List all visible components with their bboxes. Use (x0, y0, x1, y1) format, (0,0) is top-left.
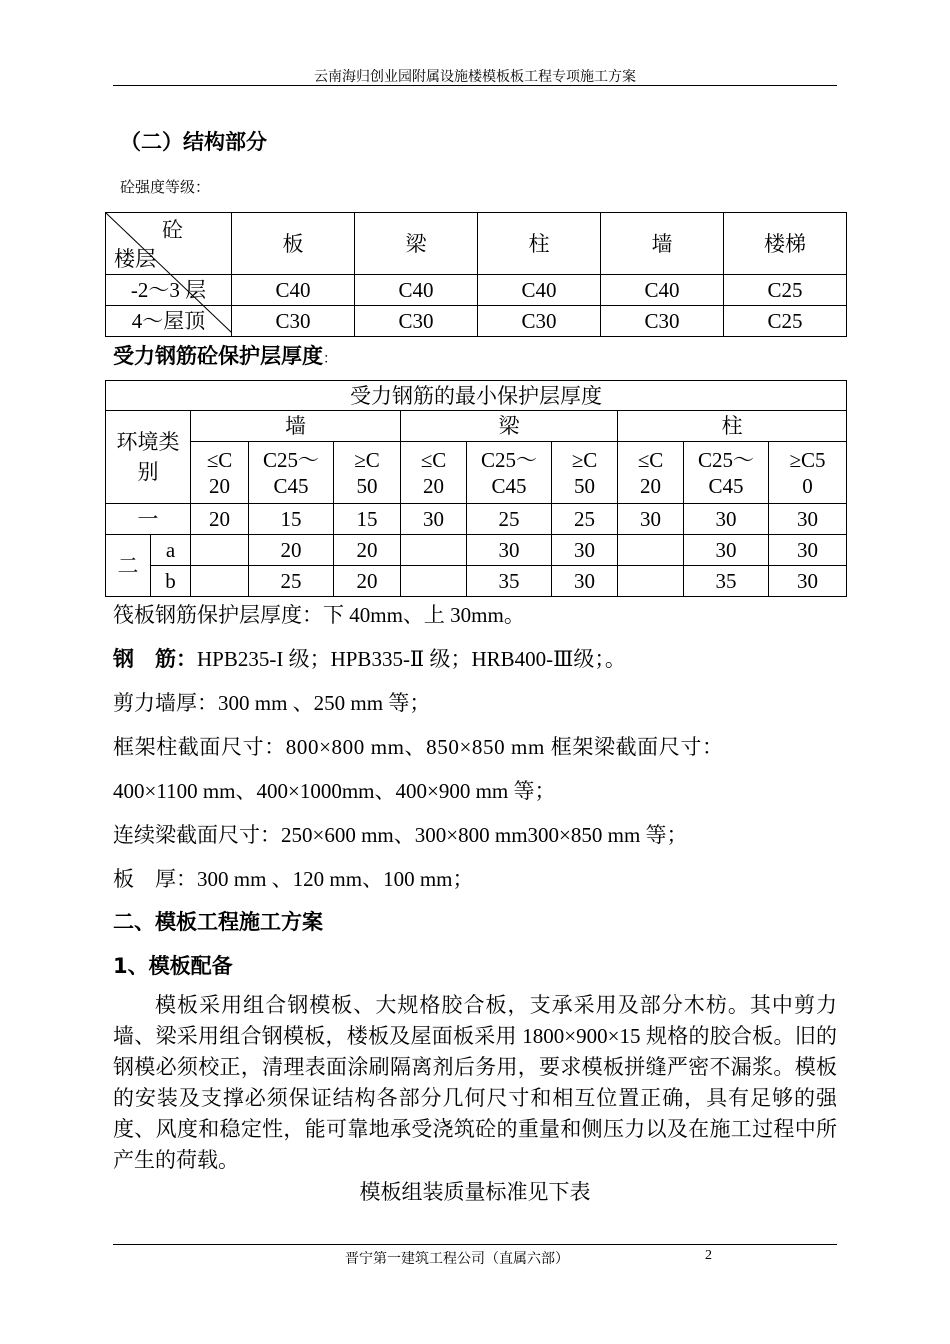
group-header-beam: 梁 (401, 411, 618, 442)
concrete-grade-table (105, 212, 847, 337)
value-cell: 25 (467, 504, 552, 535)
header-rule (113, 85, 837, 86)
grade-cell: C30 (601, 306, 724, 337)
table-row (106, 504, 847, 535)
cover-heading-text: 受力钢筋砼保护层厚度 (113, 344, 323, 368)
part2-subheading: 1、模板配备 (113, 954, 233, 978)
raft-cover-line: 筏板钢筋保护层厚度：下 40mm、上 30mm。 (113, 603, 525, 627)
table-row (106, 566, 847, 597)
grade-cell: C40 (232, 275, 355, 306)
env-class-cell: 一 (106, 504, 191, 535)
continuous-beam-line: 连续梁截面尺寸：250×600 mm、300×800 mm300×850 mm 等； (113, 823, 688, 847)
cover-thickness-table (105, 380, 847, 597)
cover-table-title: 受力钢筋的最小保护层厚度 (106, 381, 847, 411)
cover-heading-suffix: ： (323, 352, 337, 367)
column-header: 楼梯 (724, 213, 847, 275)
concrete-grade-label: 砼强度等级： (120, 180, 211, 196)
value-cell: 20 (334, 566, 401, 597)
grade-cell: C30 (355, 306, 478, 337)
value-cell (401, 566, 467, 597)
env-subclass-cell: b (151, 566, 191, 597)
group-header-column: 柱 (618, 411, 847, 442)
grade-cell: C30 (478, 306, 601, 337)
rebar-label: 钢 筋： (113, 647, 197, 671)
grade-subheader: ≤C 20 (618, 442, 684, 504)
value-cell: 30 (401, 504, 467, 535)
grade-subheader: ≥C 50 (552, 442, 618, 504)
section-heading: （二）结构部分 (120, 130, 267, 154)
formwork-paragraph: 模板采用组合钢模板、大规格胶合板，支承采用及部分木枋。其中剪力墙、梁采用组合钢模板，楼板及屋面板采用 1800×900×15 规格的胶合板。旧的钢模必须校正，清理表面涂刷隔离剂后务用，要求模板拼缝严密不漏浆。模板的安装及支撑必须保证结构各部分几何尺寸和相互位置正确，具有足够的强度、风度和稳定性，能可靠地承受浇筑砼的重量和侧压力以及在施工过程中所产生的荷载。 (113, 993, 837, 1172)
grade-subheader: C25～ C45 (467, 442, 552, 504)
table-row (106, 535, 847, 566)
value-cell: 20 (249, 535, 334, 566)
part2-heading: 二、模板工程施工方案 (113, 910, 323, 934)
slab-thickness-line: 板 厚：300 mm 、120 mm、100 mm； (113, 867, 474, 891)
shear-wall-line: 剪力墙厚：300 mm 、250 mm 等； (113, 691, 431, 715)
value-cell: 25 (552, 504, 618, 535)
grade-subheader: C25～ C45 (684, 442, 769, 504)
grade-cell: C40 (355, 275, 478, 306)
env-class-cell: 二 (106, 535, 151, 597)
grade-cell: C25 (724, 306, 847, 337)
grade-subheader: ≥C 50 (334, 442, 401, 504)
diag-top-label: 砼 (162, 218, 183, 242)
column-header: 柱 (478, 213, 601, 275)
grade-cell: C30 (232, 306, 355, 337)
grade-cell: C25 (724, 275, 847, 306)
column-header: 梁 (355, 213, 478, 275)
value-cell: 35 (467, 566, 552, 597)
env-subclass-cell: a (151, 535, 191, 566)
grade-cell: C40 (601, 275, 724, 306)
rebar-line (113, 643, 626, 673)
grade-subheader: ≤C 20 (191, 442, 249, 504)
value-cell: 30 (552, 566, 618, 597)
value-cell: 30 (769, 504, 847, 535)
value-cell (618, 535, 684, 566)
grade-cell: C40 (478, 275, 601, 306)
column-header: 墙 (601, 213, 724, 275)
grade-subheader: C25～ C45 (249, 442, 334, 504)
table-caption: 模板组装质量标准见下表 (359, 1180, 591, 1204)
grade-subheader: ≥C5 0 (769, 442, 847, 504)
footer-rule (113, 1244, 837, 1245)
value-cell: 25 (249, 566, 334, 597)
frame-size-line: 框架柱截面尺寸：800×800 mm、850×850 mm 框架梁截面尺寸： (113, 735, 724, 759)
rebar-text: HPB235-I 级；HPB335-Ⅱ 级；HRB400-Ⅲ级；。 (197, 647, 626, 671)
cover-heading (113, 340, 337, 370)
value-cell: 30 (467, 535, 552, 566)
value-cell: 30 (769, 535, 847, 566)
value-cell (191, 535, 249, 566)
value-cell: 35 (684, 566, 769, 597)
page-number: 2 (705, 1248, 712, 1263)
env-class-header: 环境类别 (106, 411, 191, 504)
diag-bottom-label: 楼层 (114, 247, 156, 271)
value-cell: 30 (552, 535, 618, 566)
footer-company: 晋宁第一建筑工程公司（直属六部） (345, 1252, 569, 1267)
frame-size-line-2: 400×1100 mm、400×1000mm、400×900 mm 等； (113, 779, 556, 803)
value-cell (618, 566, 684, 597)
floor-cell: -2～3 层 (106, 275, 232, 306)
column-header: 板 (232, 213, 355, 275)
value-cell: 30 (684, 504, 769, 535)
value-cell: 30 (684, 535, 769, 566)
value-cell: 20 (334, 535, 401, 566)
value-cell: 30 (769, 566, 847, 597)
value-cell: 20 (191, 504, 249, 535)
value-cell (401, 535, 467, 566)
value-cell: 30 (618, 504, 684, 535)
group-header-wall: 墙 (191, 411, 401, 442)
value-cell (191, 566, 249, 597)
value-cell: 15 (334, 504, 401, 535)
floor-cell: 4～屋顶 (106, 306, 232, 337)
value-cell: 15 (249, 504, 334, 535)
page-header: 云南海归创业园附属设施楼模板板工程专项施工方案 (314, 70, 636, 85)
diagonal-header-cell (106, 213, 232, 275)
grade-subheader: ≤C 20 (401, 442, 467, 504)
